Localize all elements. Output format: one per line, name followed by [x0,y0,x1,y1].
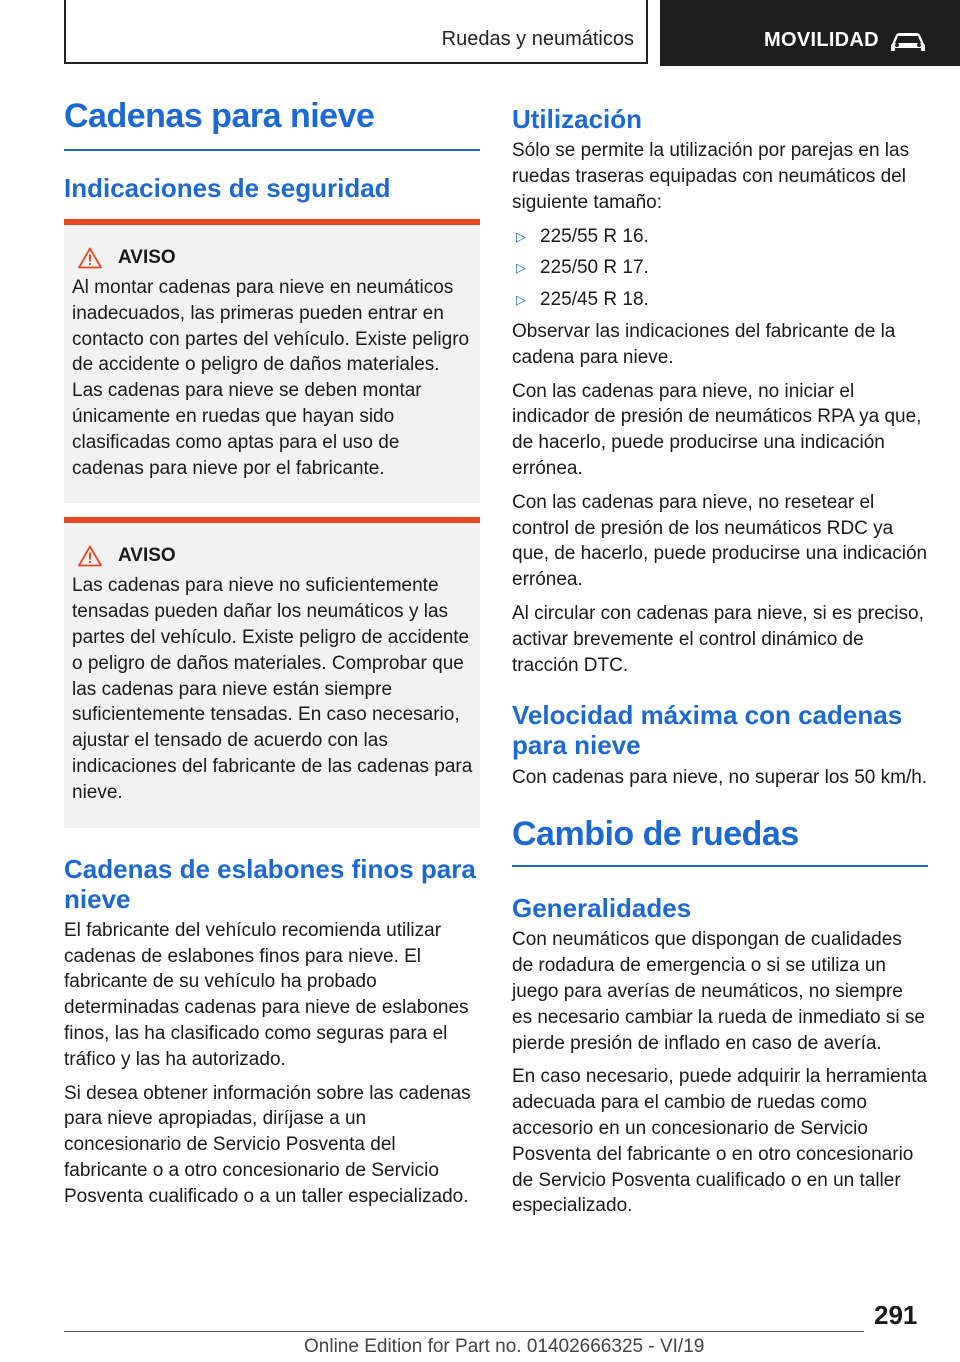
wheel-change-title: Cambio de ruedas [512,815,799,854]
section-title: Ruedas y neumáticos [441,28,634,50]
triangle-bullet-icon: ▷ [516,228,526,244]
warning-text: Al montar cadenas para nieve en neumáticos inadecuados, las primeras pueden entrar en contacto con partes del vehículo. Existe peligro de accidente o peligro de daños materiales. Las cadenas para nieve se deben montar únicamente en ruedas que hayan sido clasificadas como aptas para el uso de cadenas para nieve por el fabricante. [72,276,470,479]
general-paragraph: En caso necesario, puede adquirir la herramienta adecuada para el cambio de ruedas como accesorio en un concesionario de Servicio Posventa del fabricante o en otro concesionario de Servicio Posventa cualificado o en un taller especializado. [512,1066,928,1217]
use-intro: Sólo se permite la utilización por parejas en las ruedas traseras equipadas con neumáticos del siguiente tamaño: [512,140,910,213]
warning-box [64,219,480,503]
left-column [64,96,480,1218]
warning-box [64,517,480,827]
use-paragraph: Al circular con cadenas para nieve, si es preciso, activar brevemente el control dinámico de tracción DTC. [512,602,924,676]
general-heading: Generalidades [512,893,692,924]
page-header [0,0,960,66]
safety-heading: Indicaciones de seguridad [64,172,391,203]
main-title: Cadenas para nieve [64,97,375,135]
triangle-bullet-icon: ▷ [516,260,526,276]
warning-text: Las cadenas para nieve no suficientemente tensadas pueden dañar los neumáticos y las partes del vehículo. Existe peligro de accidente o peligro de daños materiales. Comprobar que las cadenas para nieve están siempre suficientemente tensadas. En caso necesario, ajustar el tensado de acuerdo con las indicaciones del fabricante de las cadenas para nieve. [72,575,473,803]
title-rule [64,149,480,151]
warning-triangle-icon [78,545,102,567]
fine-chains-paragraph: El fabricante del vehículo recomienda utilizar cadenas de eslabones finos para nieve. El fabricante de su vehículo ha probado determinadas cadenas para nieve de eslabones finos, las ha clasificado como seguras para el tráfico y las ha autorizado. [64,919,469,1070]
use-paragraph: Observar las indicaciones del fabricante de la cadena para nieve. [512,320,896,368]
use-heading: Utilización [512,104,643,134]
use-paragraph: Con las cadenas para nieve, no resetear el control de presión de los neumáticos RDC ya que, de hacerlo, puede producirse una indicación errónea. [512,491,928,591]
triangle-bullet-icon: ▷ [516,292,526,308]
list-item: ▷ 225/50 R 17. [512,255,928,281]
title-rule [512,865,928,867]
list-item: ▷ 225/55 R 16. [512,224,928,250]
chapter-title: MOVILIDAD [764,29,879,51]
tire-size-list [512,224,928,313]
warning-label: AVISO [118,246,176,268]
speed-text: Con cadenas para nieve, no superar los 50 km/h. [512,766,928,788]
fine-chains-paragraph: Si desea obtener información sobre las cadenas para nieve apropiadas, diríjase a un concesionario de Servicio Posventa del fabricante o a otro concesionario de Servicio Posventa cualificado o a un taller especializado. [64,1082,471,1207]
page-number: 291 [874,1300,918,1330]
list-item: ▷ 225/45 R 18. [512,287,928,313]
use-paragraph: Con las cadenas para nieve, no iniciar el indicador de presión de neumáticos RPA ya que, de hacerlo, puede producirse una indicación errónea. [512,380,922,479]
chapter-tab [660,0,960,66]
general-paragraph: Con neumáticos que dispongan de cualidades de rodadura de emergencia o si se utiliza un juego para averías de neumáticos, no siempre es necesario cambiar la rueda de inmediato si se pierde presión de inflado en caso de avería. [512,929,925,1054]
warning-triangle-icon [78,247,102,269]
footer-edition: Online Edition for Part no. 01402666325 - VI/19 [304,1336,705,1357]
section-tab [64,0,648,64]
speed-heading: Velocidad máxima con cadenas para nieve [512,700,903,761]
car-icon [888,30,928,54]
footer-rule [64,1331,864,1332]
right-column [512,104,928,1227]
warning-label: AVISO [118,545,176,567]
fine-chains-heading: Cadenas de eslabones finos para nieve [64,853,476,914]
